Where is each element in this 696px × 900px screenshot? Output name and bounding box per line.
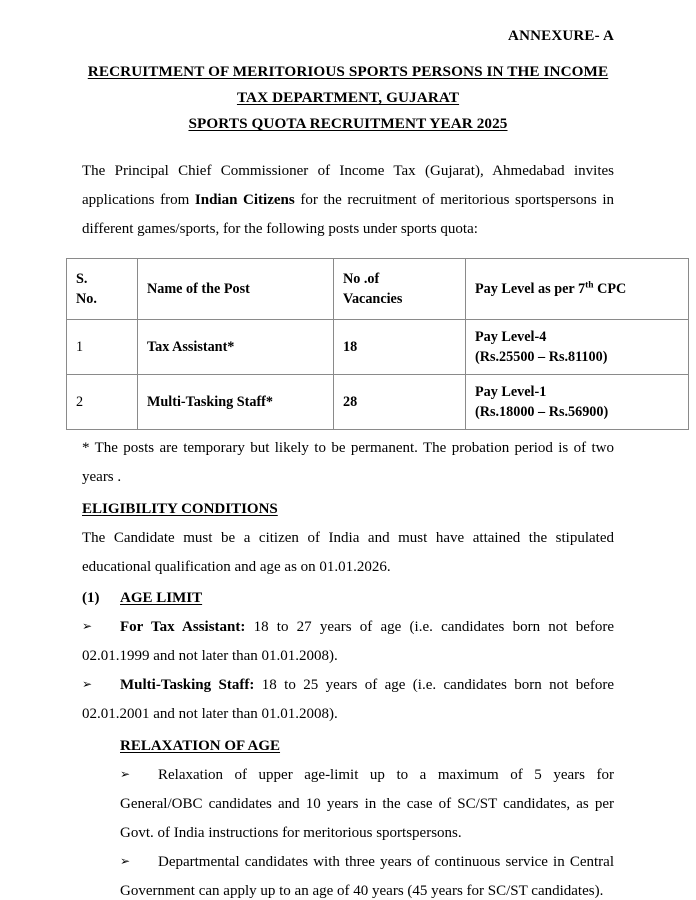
title-line-3 [82,111,614,137]
arrow-bullet-icon: ➢ [120,854,131,868]
row-1-vacancies: 18 [334,320,466,375]
age-limit-number: (1) [82,590,100,606]
table-header-row [67,259,689,320]
age-limit-item-2 [82,671,614,729]
intro-text-part1: The Principal Chief Commissioner of Income Tax (Gujarat), Ahmedabad invites applications from [82,163,614,208]
row-2-pay-range: (Rs.18000 – Rs.56900) [475,404,609,420]
arrow-bullet-icon: ➢ [82,619,93,633]
arrow-bullet-icon: ➢ [82,677,93,691]
table-footnote: * The posts are temporary but likely to be permanent. The probation period is of two years . [82,440,614,485]
table-row [67,320,689,375]
age-limit-item-1-text: 18 to 27 years of age (i.e. candidates born not before 02.01.1999 and not later than 01.01.2008). [82,619,614,664]
header-serial-line1: S. [76,271,88,287]
arrow-bullet-icon: ➢ [120,767,131,781]
eligibility-heading: ELIGIBILITY CONDITIONS [82,501,278,517]
header-vacancies-line1: No .of [343,271,380,287]
title-line-1 [82,59,614,85]
row-1-serial: 1 [67,320,138,375]
eligibility-heading-wrap [82,494,614,524]
header-pay-superscript: th [585,280,594,291]
title-line-2-text: TAX DEPARTMENT, GUJARAT [236,89,460,106]
intro-paragraph [82,157,614,244]
age-limit-item-2-label: Multi-Tasking Staff: [120,677,255,693]
row-1-pay-level: Pay Level-4 [475,329,547,345]
age-limit-item-1 [82,613,614,671]
header-post-name: Name of the Post [138,259,334,320]
header-vacancies [334,259,466,320]
intro-text-part2: for the recruitment of meritorious sportspersons in different games/sports, for the following posts under sports quota: [82,192,614,237]
relaxation-block [120,731,614,900]
relaxation-item-2 [120,848,614,900]
header-serial-number [67,259,138,320]
table-row [67,375,689,430]
eligibility-text: The Candidate must be a citizen of India and must have attained the stipulated educational qualification and age as on 01.01.2026. [82,530,614,575]
annexure-label: ANNEXURE- A [508,28,614,44]
relaxation-item-1 [120,761,614,848]
header-pay-suffix: CPC [593,281,627,297]
header-pay-level [466,259,689,320]
relaxation-heading-wrap [120,731,614,761]
row-2-vacancies: 28 [334,375,466,430]
row-1-post: Tax Assistant* [138,320,334,375]
title-line-1-text: RECRUITMENT OF MERITORIOUS SPORTS PERSONS IN THE INCOME [87,63,609,80]
header-vacancies-line2: Vacancies [343,291,403,307]
row-2-pay [466,375,689,430]
document-content [76,0,627,900]
header-pay-prefix: Pay Level as per 7 [475,281,586,297]
relaxation-heading: RELAXATION OF AGE [120,738,281,754]
row-1-pay [466,320,689,375]
age-limit-heading: AGE LIMIT [120,590,203,606]
intro-emphasis: Indian Citizens [194,192,295,208]
age-limit-item-2-text: 18 to 25 years of age (i.e. candidates born not before 02.01.2001 and not later than 01.01.2008). [82,677,615,722]
header-serial-line2: No. [76,291,97,307]
age-limit-item-1-label: For Tax Assistant: [120,619,246,635]
row-2-pay-level: Pay Level-1 [475,384,547,400]
title-line-2 [82,85,614,111]
row-1-pay-range: (Rs.25500 – Rs.81100) [475,349,608,365]
row-2-post: Multi-Tasking Staff* [138,375,334,430]
posts-table [66,258,689,430]
relaxation-item-1-text: Relaxation of upper age-limit up to a maximum of 5 years for General/OBC candidates and 10 years in the case of SC/ST candidates, as per Govt. of India instructions for meritorious sportspersons. [120,767,614,841]
age-limit-heading-row [82,584,614,613]
document-title-block [82,59,614,137]
relaxation-item-2-text: Departmental candidates with three years of continuous service in Central Government can apply up to an age of 40 years (45 years for SC/ST candidates). [120,854,614,899]
row-2-serial: 2 [67,375,138,430]
title-line-3-text: SPORTS QUOTA RECRUITMENT YEAR 2025 [188,115,508,132]
